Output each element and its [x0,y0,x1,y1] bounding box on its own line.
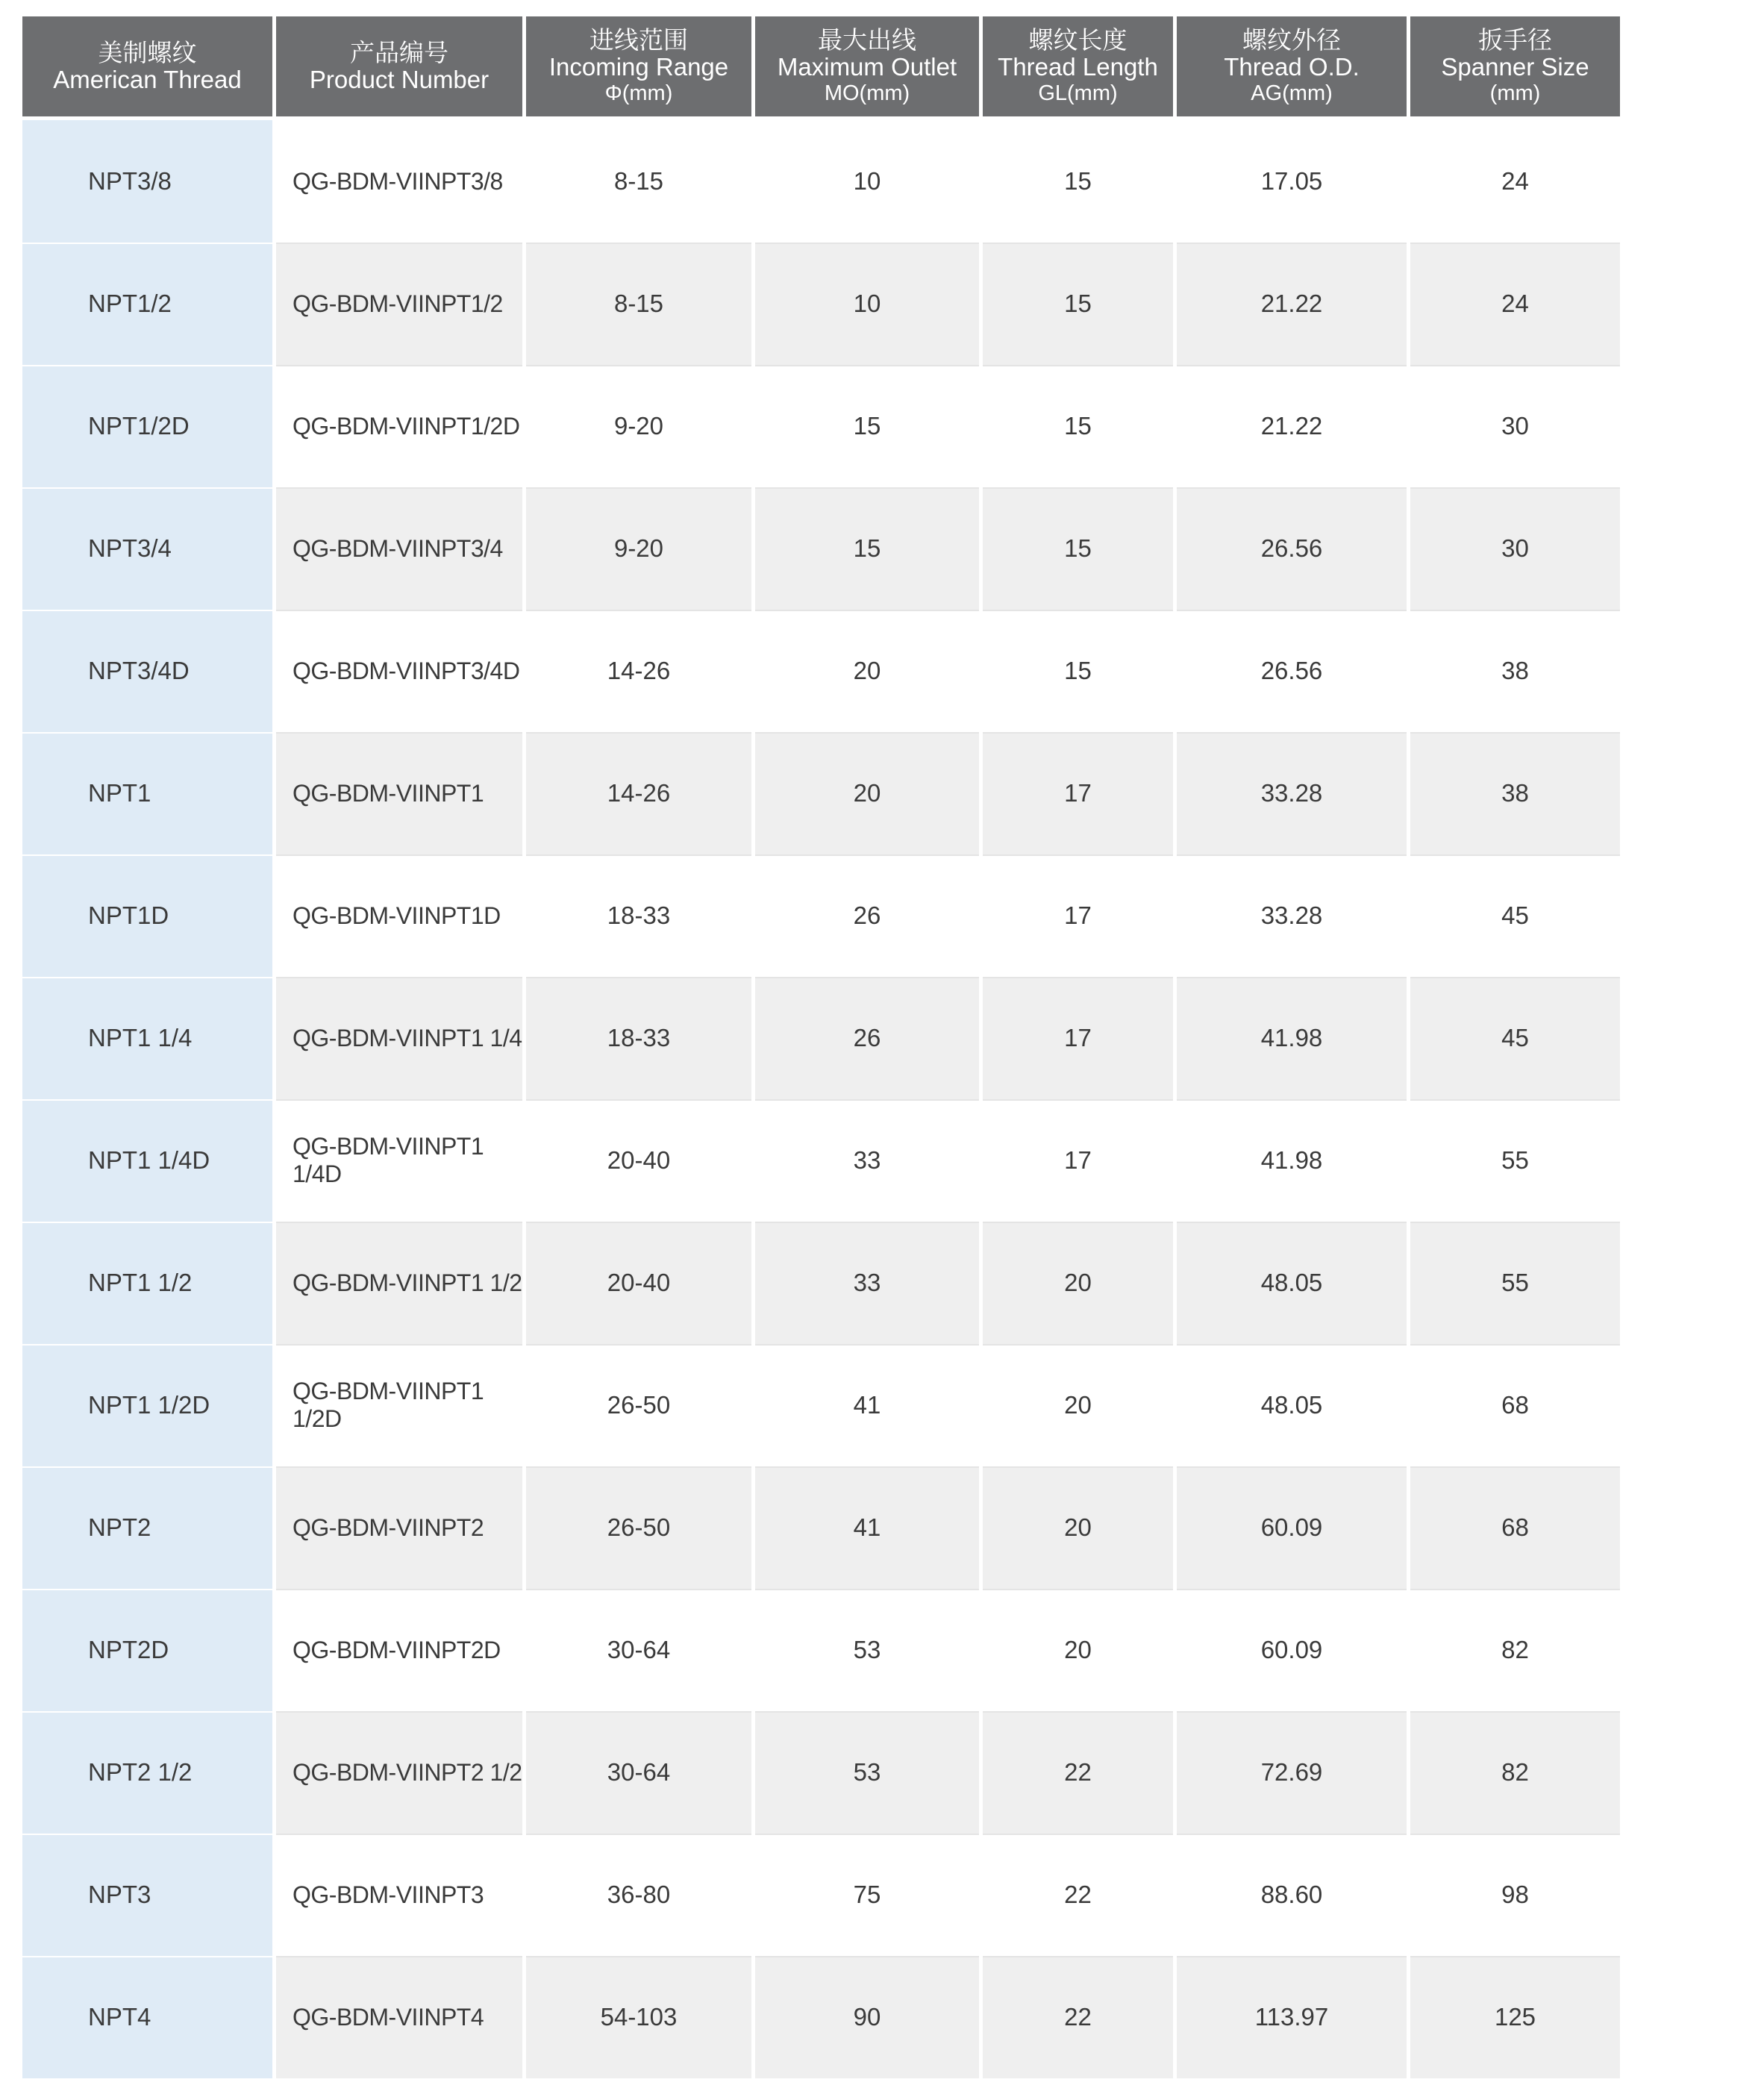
cell-thread-od: 26.56 [1177,487,1407,610]
cell-thread-od: 88.60 [1177,1834,1407,1956]
cell-product-number: QG-BDM-VIINPT1D [276,854,522,977]
cell-spanner-size: 24 [1410,120,1620,243]
cell-thread-length: 15 [983,243,1173,365]
cell-thread-length: 17 [983,977,1173,1099]
header-cn: 进线范围 [589,26,688,54]
cell-thread-length: 22 [983,1834,1173,1956]
cell-product-number: QG-BDM-VIINPT3/4D [276,610,522,732]
cell-thread-length: 17 [983,1099,1173,1222]
cell-thread-length: 22 [983,1956,1173,2078]
header-american-thread [22,16,272,120]
table-row [22,1834,1620,1956]
cell-american-thread: NPT1 1/2D [22,1344,272,1466]
cell-thread-od: 113.97 [1177,1956,1407,2078]
cell-american-thread: NPT1 1/4 [22,977,272,1099]
cell-thread-length: 15 [983,120,1173,243]
header-product-number [276,16,522,120]
cell-american-thread: NPT1/2 [22,243,272,365]
cell-thread-od: 48.05 [1177,1222,1407,1344]
cell-maximum-outlet: 75 [755,1834,979,1956]
cell-incoming-range: 36-80 [526,1834,751,1956]
cell-spanner-size: 98 [1410,1834,1620,1956]
cell-thread-length: 20 [983,1466,1173,1589]
cell-thread-length: 17 [983,854,1173,977]
cell-product-number: QG-BDM-VIINPT1/2 [276,243,522,365]
table-row [22,1956,1620,2078]
cell-spanner-size: 82 [1410,1589,1620,1711]
cell-thread-od: 33.28 [1177,854,1407,977]
cell-product-number: QG-BDM-VIINPT4 [276,1956,522,2078]
cell-product-number: QG-BDM-VIINPT1 1/2D [276,1344,522,1466]
cell-product-number: QG-BDM-VIINPT1/2D [276,365,522,487]
cell-incoming-range: 18-33 [526,854,751,977]
cell-incoming-range: 54-103 [526,1956,751,2078]
cell-thread-od: 41.98 [1177,1099,1407,1222]
table-row [22,732,1620,854]
cell-american-thread: NPT3 [22,1834,272,1956]
cell-spanner-size: 45 [1410,854,1620,977]
cell-product-number: QG-BDM-VIINPT2D [276,1589,522,1711]
cell-spanner-size: 55 [1410,1222,1620,1344]
cell-spanner-size: 45 [1410,977,1620,1099]
cell-product-number: QG-BDM-VIINPT3 [276,1834,522,1956]
header-unit: (mm) [1489,81,1541,105]
cell-incoming-range: 30-64 [526,1589,751,1711]
header-unit: GL(mm) [1038,81,1118,105]
cell-maximum-outlet: 20 [755,732,979,854]
cell-thread-length: 15 [983,610,1173,732]
header-cn: 最大出线 [818,26,916,54]
cell-thread-length: 22 [983,1711,1173,1834]
table-row [22,977,1620,1099]
cell-american-thread: NPT4 [22,1956,272,2078]
table-header [22,16,1620,120]
cell-thread-od: 21.22 [1177,365,1407,487]
table-row [22,1589,1620,1711]
header-unit: AG(mm) [1251,81,1333,105]
cell-american-thread: NPT1 1/2 [22,1222,272,1344]
header-en: Thread O.D. [1224,53,1360,81]
cell-maximum-outlet: 26 [755,977,979,1099]
cell-american-thread: NPT2D [22,1589,272,1711]
cell-product-number: QG-BDM-VIINPT1 1/4 [276,977,522,1099]
header-unit: MO(mm) [824,81,910,105]
cell-product-number: QG-BDM-VIINPT1 1/2 [276,1222,522,1344]
table-row [22,1466,1620,1589]
cell-thread-od: 48.05 [1177,1344,1407,1466]
cell-maximum-outlet: 20 [755,610,979,732]
cell-thread-od: 41.98 [1177,977,1407,1099]
cell-product-number: QG-BDM-VIINPT2 [276,1466,522,1589]
cell-american-thread: NPT3/8 [22,120,272,243]
table-row [22,1099,1620,1222]
header-en: Thread Length [998,53,1158,81]
cell-product-number: QG-BDM-VIINPT2 1/2 [276,1711,522,1834]
cell-spanner-size: 30 [1410,365,1620,487]
table-row [22,243,1620,365]
cell-incoming-range: 20-40 [526,1222,751,1344]
cell-american-thread: NPT1/2D [22,365,272,487]
table-row [22,610,1620,732]
cell-spanner-size: 82 [1410,1711,1620,1834]
cell-incoming-range: 18-33 [526,977,751,1099]
cell-thread-od: 17.05 [1177,120,1407,243]
header-thread-length [983,16,1173,120]
cell-maximum-outlet: 26 [755,854,979,977]
cell-maximum-outlet: 15 [755,487,979,610]
cell-spanner-size: 38 [1410,610,1620,732]
table-row [22,120,1620,243]
cell-american-thread: NPT3/4D [22,610,272,732]
table-body [22,120,1620,2078]
cell-american-thread: NPT3/4 [22,487,272,610]
cell-american-thread: NPT2 1/2 [22,1711,272,1834]
cell-maximum-outlet: 15 [755,365,979,487]
cell-incoming-range: 9-20 [526,365,751,487]
cell-spanner-size: 38 [1410,732,1620,854]
cell-american-thread: NPT1 [22,732,272,854]
cell-american-thread: NPT2 [22,1466,272,1589]
cell-incoming-range: 26-50 [526,1466,751,1589]
cell-incoming-range: 8-15 [526,243,751,365]
table-row [22,487,1620,610]
cell-thread-length: 17 [983,732,1173,854]
table-row [22,1711,1620,1834]
cell-thread-od: 33.28 [1177,732,1407,854]
cell-incoming-range: 20-40 [526,1099,751,1222]
cell-thread-length: 20 [983,1589,1173,1711]
spec-table [19,16,1624,2078]
cell-maximum-outlet: 41 [755,1344,979,1466]
table-row [22,854,1620,977]
cell-incoming-range: 9-20 [526,487,751,610]
cell-incoming-range: 30-64 [526,1711,751,1834]
header-cn: 美制螺纹 [98,39,197,66]
header-incoming-range [526,16,751,120]
cell-thread-length: 15 [983,487,1173,610]
cell-incoming-range: 8-15 [526,120,751,243]
cell-thread-od: 21.22 [1177,243,1407,365]
cell-maximum-outlet: 53 [755,1711,979,1834]
cell-spanner-size: 68 [1410,1466,1620,1589]
cell-maximum-outlet: 10 [755,243,979,365]
cell-thread-od: 60.09 [1177,1589,1407,1711]
cell-thread-length: 15 [983,365,1173,487]
cell-maximum-outlet: 90 [755,1956,979,2078]
header-en: Maximum Outlet [777,53,957,81]
cell-thread-od: 26.56 [1177,610,1407,732]
cell-spanner-size: 30 [1410,487,1620,610]
cell-spanner-size: 125 [1410,1956,1620,2078]
header-thread-od [1177,16,1407,120]
header-en: Spanner Size [1441,53,1589,81]
cell-maximum-outlet: 41 [755,1466,979,1589]
header-en: American Thread [53,66,242,93]
table-row [22,1222,1620,1344]
cell-spanner-size: 24 [1410,243,1620,365]
header-cn: 产品编号 [350,39,448,66]
header-row [22,16,1620,120]
header-spanner-size [1410,16,1620,120]
cell-incoming-range: 14-26 [526,732,751,854]
cell-incoming-range: 26-50 [526,1344,751,1466]
cell-thread-od: 72.69 [1177,1711,1407,1834]
header-en: Product Number [309,66,490,93]
cell-spanner-size: 55 [1410,1099,1620,1222]
cell-product-number: QG-BDM-VIINPT3/4 [276,487,522,610]
cell-product-number: QG-BDM-VIINPT1 1/4D [276,1099,522,1222]
cell-maximum-outlet: 33 [755,1099,979,1222]
table-row [22,1344,1620,1466]
cell-maximum-outlet: 53 [755,1589,979,1711]
header-unit: Φ(mm) [604,81,673,105]
header-cn: 扳手径 [1478,26,1552,54]
header-cn: 螺纹外径 [1242,26,1341,54]
header-cn: 螺纹长度 [1028,26,1127,54]
cell-product-number: QG-BDM-VIINPT1 [276,732,522,854]
cell-incoming-range: 14-26 [526,610,751,732]
cell-american-thread: NPT1 1/4D [22,1099,272,1222]
table-row [22,365,1620,487]
header-en: Incoming Range [548,53,729,81]
cell-thread-od: 60.09 [1177,1466,1407,1589]
cell-american-thread: NPT1D [22,854,272,977]
cell-spanner-size: 68 [1410,1344,1620,1466]
cell-thread-length: 20 [983,1222,1173,1344]
header-maximum-outlet [755,16,979,120]
cell-maximum-outlet: 10 [755,120,979,243]
cell-thread-length: 20 [983,1344,1173,1466]
cell-maximum-outlet: 33 [755,1222,979,1344]
cell-product-number: QG-BDM-VIINPT3/8 [276,120,522,243]
